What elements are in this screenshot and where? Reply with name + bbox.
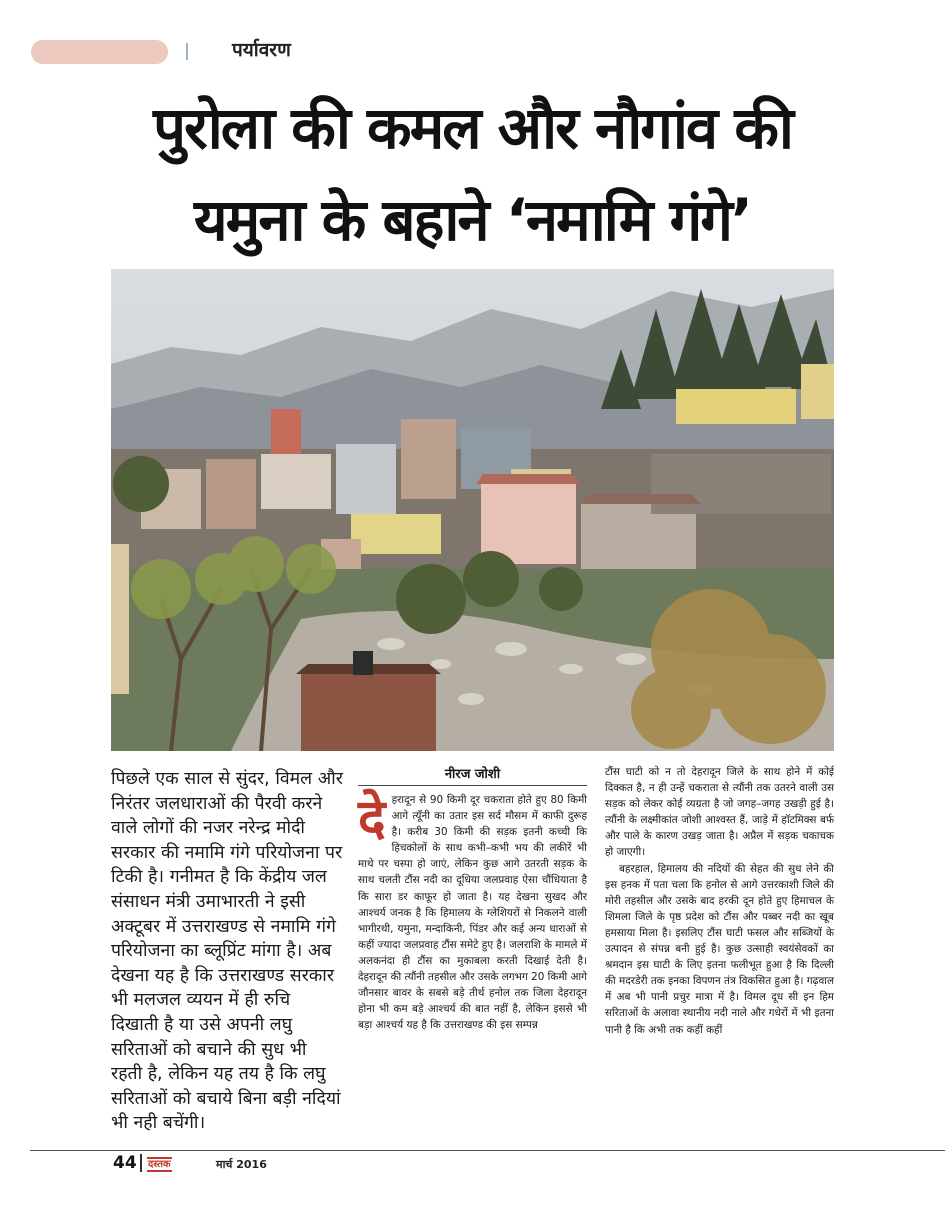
drop-cap: दे bbox=[358, 789, 386, 849]
pull-quote: पिछले एक साल से सुंदर, विमल और निरंतर जलधाराओं की पैरवी करने वाले लोगों की नजर नरेन्द्र मोदी सरकार की नमामि गंगे परियोजना पर टिकी है। गनीमत है कि केंद्रीय जल संसाधन मंत्री उमाभारती ने इसी अक्टूबर में उत्तराखण्ड से नमामि गंगे परियोजना का ब्लूप्रिंट मांगा है। अब देखना यह है कि उत्तराखण्ड सरकार भी मलजल व्ययन में ही रुचि दिखाती है या उसे अपनी लघु सरिताओं को बचाने की सुध भी रहती है, लेकिन यह तय है कि लघु सरिताओं को बचाये बिना बड़ी नदियां भी नही बचेंगी। bbox=[111, 769, 343, 1134]
issue-date: मार्च 2016 bbox=[216, 1158, 267, 1171]
article-column-2 bbox=[605, 764, 834, 1038]
article-paragraph: बहरहाल, हिमालय की नदियों की सेहत की सुध लेने की इस हनक में पता चला कि हनोल से आगे उत्तरकाशी जिले की मोरी तहसील और उसके बाद हरकी दून होते हुए हिमाचल के शिमला जिले के पृष्ठ प्रदेश को टौंस और पब्बर नदी का खूब हमसाया मिला है। इसलिए टौंस घाटी फसल और सब्जियों के उत्पादन से संपन्न बनी हुई है। कुछ उत्साही स्वयंसेवकों का श्रमदान इस घाटी के लिए इतना फलीभूत हुआ है कि दिल्ली की मदरडेरी तक इनका विपणन तंत्र विकसित हुआ है। गढ़वाल में अब भी पानी प्रचुर मात्रा में है। विमल दूध सी इन हिम सरिताओं के अलावा स्थानीय नदी नाले और गधेरों में भी इतना पानी है कि अभी तक कहीं कहीं bbox=[605, 862, 834, 1036]
article-paragraph bbox=[358, 789, 587, 1033]
author-byline: नीरज जोशी bbox=[358, 764, 587, 786]
headline bbox=[40, 82, 905, 266]
section-divider bbox=[186, 43, 188, 60]
section-label: पर्यावरण bbox=[232, 39, 291, 61]
publication-logo: दस्तक bbox=[148, 1159, 171, 1170]
headline-line-1: पुरोला की कमल और नौगांव की bbox=[153, 94, 792, 162]
article-column-1 bbox=[358, 764, 587, 1033]
hill-town-river-photo bbox=[111, 269, 834, 751]
section-color-pill bbox=[31, 40, 168, 64]
article-column-1-text: हरादून से 90 किमी दूर चकराता होते हुए 80 किमी आगे त्यूँनी का उतार इस सर्द मौसम में काफी दुरूह है। करीब 30 किमी की सड़क इतनी कच्ची कि हिचकोलों के साथ कभी–कभी भय की लकीरें भी माथे पर चस्पा हो जाएं, लेकिन कुछ आगे उतरती सड़क के साथ चलती टौंस नदी का दूधिया जलप्रवाह ऐसा चौंधियाता है कि सारा डर काफूर हो जाता है। यह देखना सुखद और आश्चर्य जनक है कि हिमालय के ग्लेशियरों से निकलने वाली भागीरथी, यमुना, मन्दाकिनी, पिंडर और कई अन्य धाराओं से कहीं ज्यादा जलप्रवाह टौंस समेटे हुए है। जलराशि के मामले में अलकनंदा ही टौंस का मुकाबला करती दिखाई देती है। देहरादून की त्यौंनी तहसील और उसके लगभग 20 किमी आगे जौनसार बावर के सबसे बड़े तीर्थ हनोल तक जिला देहरादून होना भी कम बड़े आश्चर्य की बात नहीं है, लेकिन इससे भी बड़ा आश्चर्य यह है कि उत्तराखण्ड की इस सम्पन्न bbox=[358, 794, 587, 1032]
footer-rule bbox=[30, 1150, 945, 1151]
footer-divider bbox=[140, 1154, 142, 1172]
headline-line-2: यमुना के बहाने ‘नमामि गंगे’ bbox=[194, 186, 751, 254]
page-number: 44 bbox=[113, 1153, 137, 1173]
article-paragraph: टौंस घाटी को न तो देहरादून जिले के साथ होने में कोई दिक्कत है, न ही उन्हें चकराता से त्यौंनी तक उतरने वाली उस सड़क को लेकर कोई व्यग्रता है जो जगह–जगह उखड़ी हुई है। त्यौंनी के लक्ष्मीकांत जोशी आश्वस्त हैं, जाड़े में हॉटमिक्स बर्फ और पाले के कारण उखड़ जाता है। अप्रैल में सड़क चकाचक हो जाएगी। bbox=[605, 766, 834, 859]
